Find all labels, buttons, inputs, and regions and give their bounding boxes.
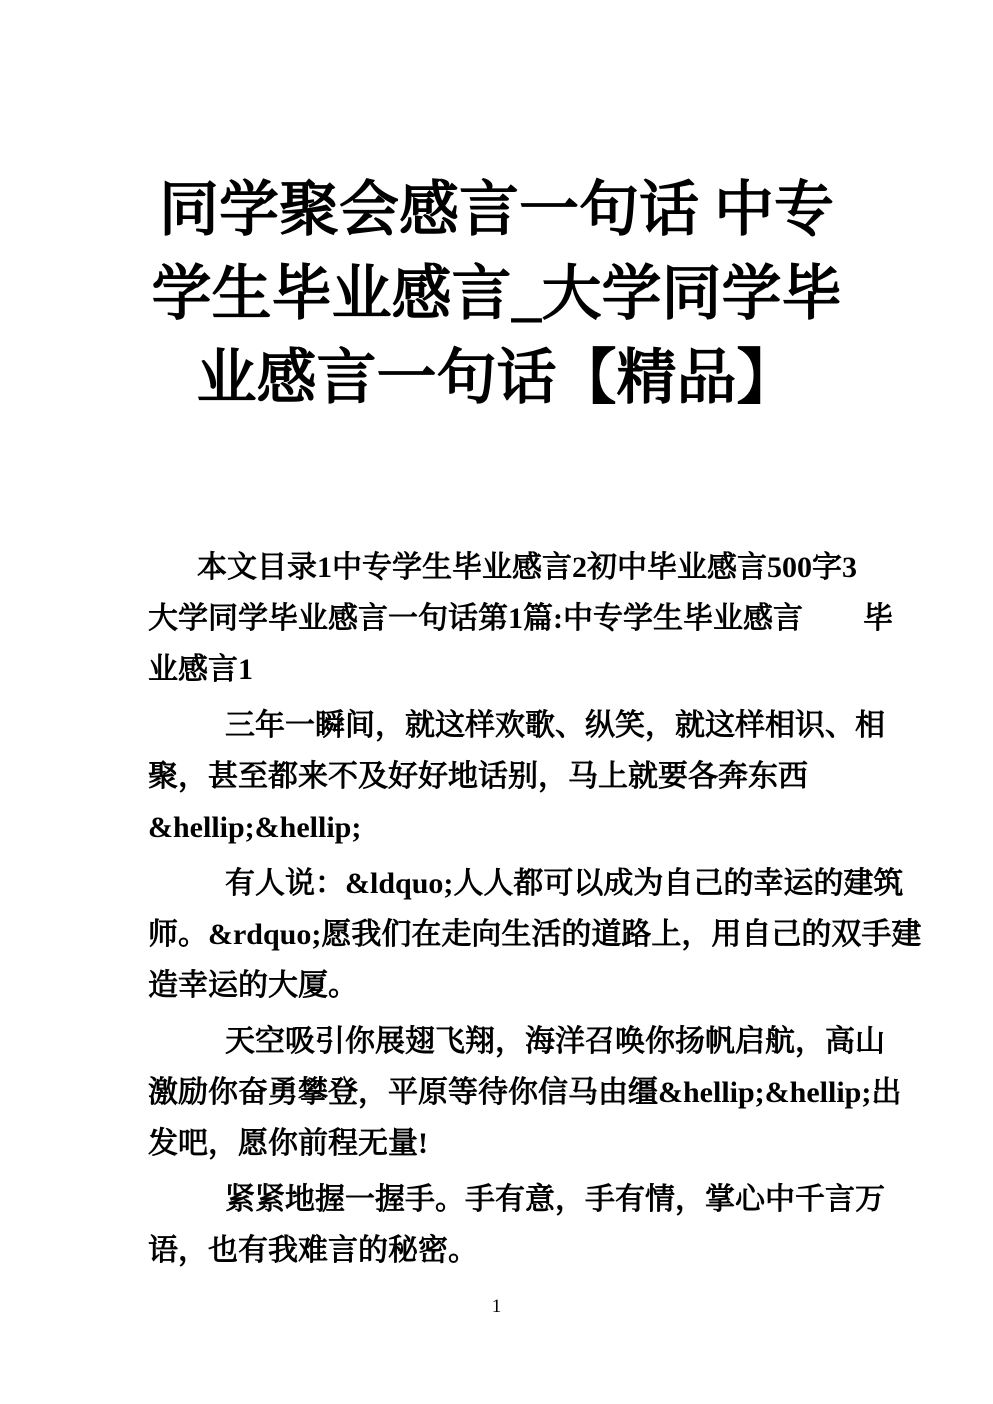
paragraph-three-years	[148, 700, 948, 853]
text-line: &hellip;&hellip;	[148, 811, 362, 844]
paragraph-someone-said	[148, 858, 948, 1011]
text-line: 大学同学毕业感言一句话第1篇:中专学生毕业感言 毕	[148, 602, 893, 635]
document-body	[148, 542, 948, 1281]
title-line-2: 学生毕业感言_大学同学毕	[151, 261, 842, 327]
text-line: 激励你奋勇攀登，平原等待你信马由缰&hellip;&hellip;出	[148, 1076, 902, 1109]
paragraph-handshake	[148, 1174, 948, 1276]
paragraph-sky	[148, 1016, 948, 1169]
title-line-3: 业感言一句话【精品】	[196, 345, 797, 411]
document-title	[74, 168, 919, 420]
text-line: 本文目录1中专学生毕业感言2初中毕业感言500字3	[197, 551, 857, 584]
text-line: 发吧，愿你前程无量!	[148, 1127, 428, 1160]
text-line: 三年一瞬间，就这样欢歌、纵笑，就这样相识、相	[225, 709, 885, 742]
text-line: 业感言1	[148, 653, 253, 686]
text-line: 有人说：&ldquo;人人都可以成为自己的幸运的建筑	[225, 867, 904, 900]
text-line: 紧紧地握一握手。手有意，手有情，掌心中千言万	[225, 1183, 885, 1216]
text-line: 造幸运的大厦。	[148, 969, 358, 1002]
title-line-1: 同学聚会感言一句话 中专	[159, 177, 834, 243]
text-line: 聚，甚至都来不及好好地话别，马上就要各奔东西	[148, 760, 808, 793]
page-number: 1	[491, 1296, 502, 1317]
text-line: 天空吸引你展翅飞翔，海洋召唤你扬帆启航，高山	[225, 1025, 885, 1058]
text-line: 师。&rdquo;愿我们在走向生活的道路上，用自己的双手建	[148, 918, 922, 951]
text-line: 语，也有我难言的秘密。	[148, 1234, 478, 1267]
paragraph-toc	[148, 542, 948, 695]
